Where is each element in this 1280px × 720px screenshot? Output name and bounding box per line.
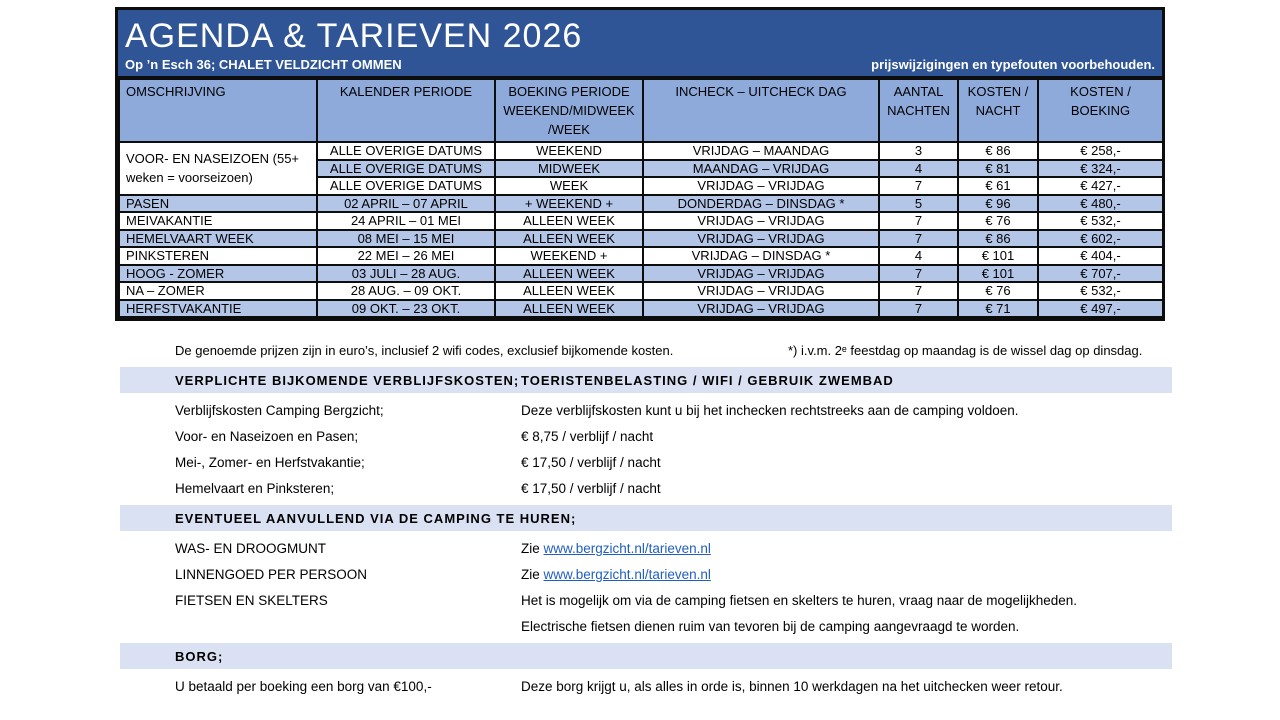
table-cell: 7 (879, 282, 958, 300)
table-cell: € 602,- (1038, 230, 1163, 248)
table-cell: WEEKEND (495, 142, 643, 160)
tarieven-link[interactable]: www.bergzicht.nl/tarieven.nl (543, 567, 711, 582)
season-description: MEIVAKANTIE (119, 212, 317, 230)
rates-sheet (115, 7, 1165, 321)
table-cell: € 76 (958, 212, 1038, 230)
page-title: AGENDA & TARIEVEN 2026 (125, 17, 583, 55)
table-cell: 22 MEI – 26 MEI (317, 247, 495, 265)
mandatory-value: Deze verblijfskosten kunt u bij het inchecken rechtstreeks aan de camping voldoen. (521, 403, 1019, 418)
title-banner (118, 10, 1162, 78)
table-cell: 7 (879, 265, 958, 283)
table-cell: VRIJDAG – VRIJDAG (643, 230, 879, 248)
table-cell: VRIJDAG – VRIJDAG (643, 212, 879, 230)
footnote: *) i.v.m. 2ᵉ feestdag op maandag is de wissel dag op dinsdag. (788, 343, 1143, 358)
table-cell: € 532,- (1038, 212, 1163, 230)
table-cell: € 86 (958, 142, 1038, 160)
table-cell: € 404,- (1038, 247, 1163, 265)
tarieven-link[interactable]: www.bergzicht.nl/tarieven.nl (543, 541, 711, 556)
table-cell: € 101 (958, 265, 1038, 283)
mandatory-label: Voor- en Naseizoen en Pasen; (175, 429, 359, 444)
season-description: NA – ZOMER (119, 282, 317, 300)
table-cell: ALLE OVERIGE DATUMS (317, 142, 495, 160)
table-cell: 7 (879, 300, 958, 318)
season-description: HOOG - ZOMER (119, 265, 317, 283)
column-header: KOSTEN / NACHT (958, 79, 1038, 142)
column-header: AANTAL NACHTEN (879, 79, 958, 142)
optional-rentals-heading: EVENTUEEL AANVULLEND VIA DE CAMPING TE HUREN; (175, 511, 577, 526)
rates-table (118, 78, 1164, 318)
table-row (119, 212, 1163, 230)
ebikes-text: Electrische fietsen dienen ruim van tevoren bij de camping aangevraagd te worden. (521, 619, 1020, 634)
mandatory-label: Verblijfskosten Camping Bergzicht; (175, 403, 384, 418)
table-cell: ALLEEN WEEK (495, 282, 643, 300)
deposit-label: U betaald per boeking een borg van €100,- (175, 679, 432, 694)
table-cell: 03 JULI – 28 AUG. (317, 265, 495, 283)
table-cell: € 480,- (1038, 195, 1163, 213)
mandatory-value: € 8,75 / verblijf / nacht (521, 429, 654, 444)
table-cell: € 81 (958, 160, 1038, 178)
table-cell: 7 (879, 212, 958, 230)
table-cell: € 532,- (1038, 282, 1163, 300)
table-cell: WEEKEND + (495, 247, 643, 265)
table-cell: € 76 (958, 282, 1038, 300)
mandatory-label: Mei-, Zomer- en Herfstvakantie; (175, 455, 365, 470)
table-cell: € 86 (958, 230, 1038, 248)
rental-value (521, 567, 711, 582)
mandatory-label: Hemelvaart en Pinksteren; (175, 481, 335, 496)
deposit-heading: BORG; (175, 649, 224, 664)
table-cell: MAANDAG – VRIJDAG (643, 160, 879, 178)
table-row (119, 300, 1163, 318)
table-cell: € 96 (958, 195, 1038, 213)
table-cell: ALLEEN WEEK (495, 212, 643, 230)
table-row (119, 195, 1163, 213)
optional-rentals-heading-band (120, 505, 1172, 531)
table-row (119, 142, 1163, 160)
table-cell: 7 (879, 230, 958, 248)
table-cell: ALLEEN WEEK (495, 230, 643, 248)
bikes-label: FIETSEN EN SKELTERS (175, 593, 328, 608)
season-description: HERFSTVAKANTIE (119, 300, 317, 318)
deposit-value: Deze borg krijgt u, als alles in orde is, binnen 10 werkdagen na het uitchecken weer retour. (521, 679, 1063, 694)
table-cell: ALLEEN WEEK (495, 300, 643, 318)
table-cell: € 258,- (1038, 142, 1163, 160)
column-header: KOSTEN / BOEKING (1038, 79, 1163, 142)
see-prefix: Zie (521, 541, 540, 556)
table-cell: ALLE OVERIGE DATUMS (317, 160, 495, 178)
table-cell: VRIJDAG – DINSDAG * (643, 247, 879, 265)
prices-note: De genoemde prijzen zijn in euro’s, inclusief 2 wifi codes, exclusief bijkomende kosten. (175, 343, 674, 358)
mandatory-costs-heading: VERPLICHTE BIJKOMENDE VERBLIJFSKOSTEN; (175, 373, 520, 388)
table-cell: 09 OKT. – 23 OKT. (317, 300, 495, 318)
table-cell: € 324,- (1038, 160, 1163, 178)
table-cell: 4 (879, 247, 958, 265)
table-cell: VRIJDAG – VRIJDAG (643, 265, 879, 283)
mandatory-value: € 17,50 / verblijf / nacht (521, 455, 661, 470)
column-header: KALENDER PERIODE (317, 79, 495, 142)
season-description: VOOR- EN NASEIZOEN (55+ weken = voorseizoen) (119, 142, 317, 195)
column-header: OMSCHRIJVING (119, 79, 317, 142)
table-cell: WEEK (495, 177, 643, 195)
mandatory-costs-heading-band (120, 367, 1172, 393)
table-cell: 3 (879, 142, 958, 160)
table-cell: € 427,- (1038, 177, 1163, 195)
table-cell: € 101 (958, 247, 1038, 265)
table-row (119, 247, 1163, 265)
mandatory-value: € 17,50 / verblijf / nacht (521, 481, 661, 496)
table-row (119, 282, 1163, 300)
season-description: PINKSTEREN (119, 247, 317, 265)
table-cell: € 61 (958, 177, 1038, 195)
table-row (119, 230, 1163, 248)
table-header-row (119, 79, 1163, 142)
table-cell: VRIJDAG – MAANDAG (643, 142, 879, 160)
rental-label: WAS- EN DROOGMUNT (175, 541, 326, 556)
table-cell: 08 MEI – 15 MEI (317, 230, 495, 248)
rental-value (521, 541, 711, 556)
table-cell: € 497,- (1038, 300, 1163, 318)
table-cell: 24 APRIL – 01 MEI (317, 212, 495, 230)
bikes-text: Het is mogelijk om via de camping fietsen en skelters te huren, vraag naar de mogelijkheden. (521, 593, 1078, 608)
column-header: BOEKING PERIODE WEEKEND/MIDWEEK /WEEK (495, 79, 643, 142)
table-cell: ALLE OVERIGE DATUMS (317, 177, 495, 195)
deposit-heading-band (120, 643, 1172, 669)
mandatory-costs-subheading: TOERISTENBELASTING / WIFI / GEBRUIK ZWEMBAD (521, 373, 894, 388)
disclaimer-text: prijswijzigingen en typefouten voorbehouden. (871, 57, 1155, 72)
table-cell: MIDWEEK (495, 160, 643, 178)
table-cell: 7 (879, 177, 958, 195)
table-cell: 28 AUG. – 09 OKT. (317, 282, 495, 300)
table-cell: € 707,- (1038, 265, 1163, 283)
table-cell: DONDERDAG – DINSDAG * (643, 195, 879, 213)
table-cell: 5 (879, 195, 958, 213)
column-header: INCHECK – UITCHECK DAG (643, 79, 879, 142)
table-cell: VRIJDAG – VRIJDAG (643, 177, 879, 195)
table-cell: ALLEEN WEEK (495, 265, 643, 283)
table-cell: € 71 (958, 300, 1038, 318)
season-description: PASEN (119, 195, 317, 213)
table-cell: 4 (879, 160, 958, 178)
rental-label: LINNENGOED PER PERSOON (175, 567, 368, 582)
table-cell: + WEEKEND + (495, 195, 643, 213)
table-cell: VRIJDAG – VRIJDAG (643, 282, 879, 300)
season-description: HEMELVAART WEEK (119, 230, 317, 248)
table-cell: VRIJDAG – VRIJDAG (643, 300, 879, 318)
see-prefix: Zie (521, 567, 540, 582)
table-cell: 02 APRIL – 07 APRIL (317, 195, 495, 213)
location-subtitle: Op ’n Esch 36; CHALET VELDZICHT OMMEN (125, 57, 402, 72)
table-row (119, 265, 1163, 283)
